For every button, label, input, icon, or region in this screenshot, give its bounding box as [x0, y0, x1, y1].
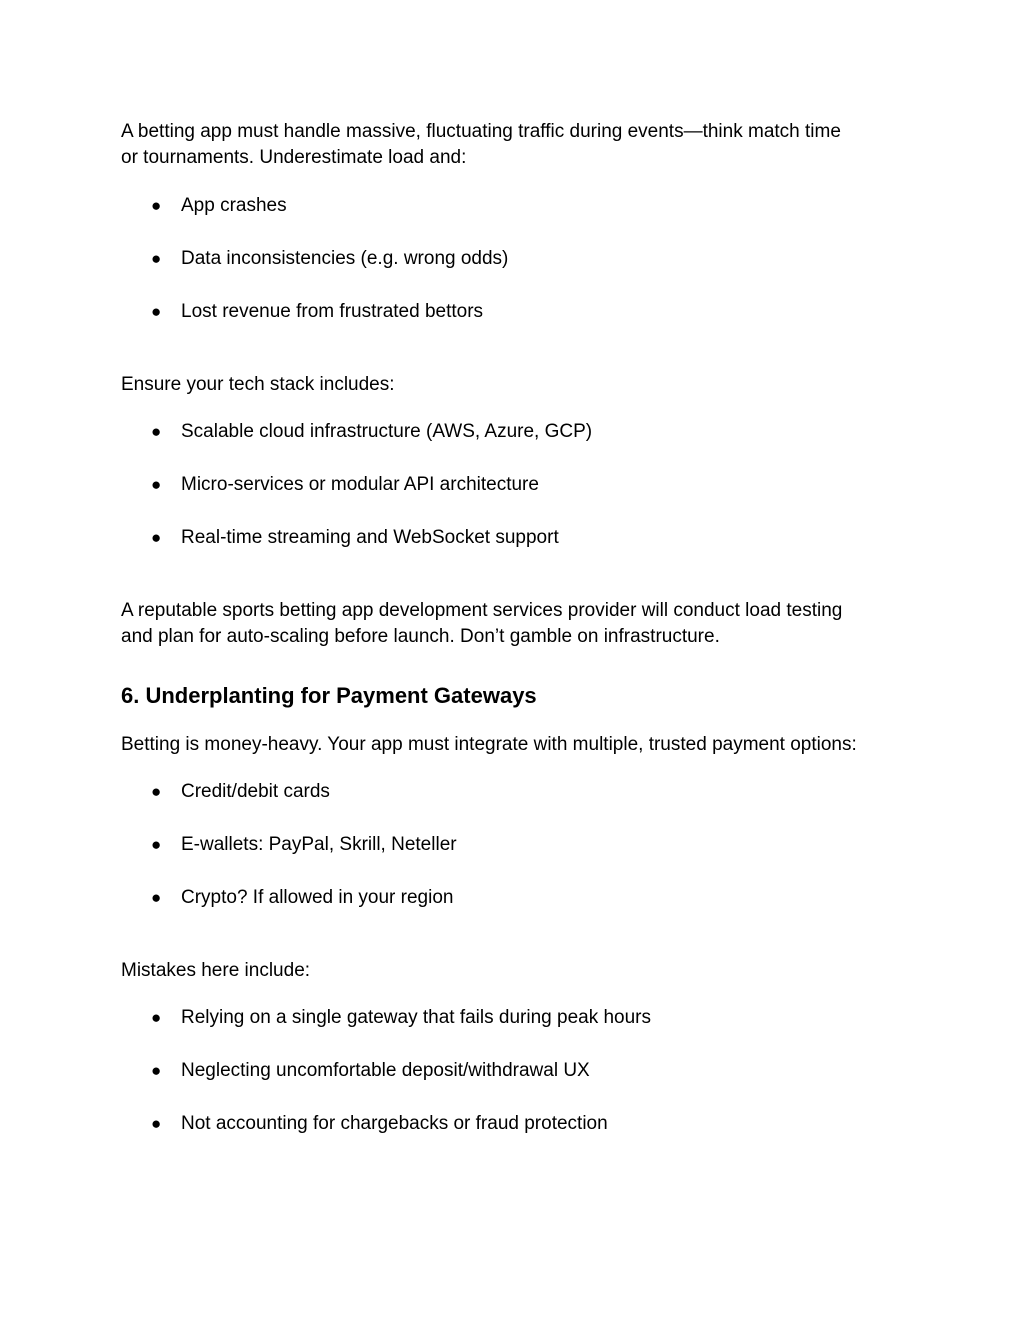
- intro-paragraph: [121, 119, 911, 171]
- intro-line-1: A betting app must handle massive, fluctuating traffic during events—think match time: [121, 121, 841, 142]
- list-item-text: Relying on a single gateway that fails during peak hours: [181, 1007, 652, 1028]
- bullet-icon: ●: [151, 835, 162, 854]
- bullet-icon: ●: [151, 888, 162, 907]
- provider-paragraph: [121, 598, 911, 650]
- payment-intro-paragraph: Betting is money-heavy. Your app must integrate with multiple, trusted payment options:: [121, 734, 857, 755]
- bullet-icon: ●: [151, 422, 162, 441]
- intro-line-2: or tournaments. Underestimate load and:: [121, 147, 467, 168]
- bullet-icon: ●: [151, 196, 162, 215]
- list-item-text: E-wallets: PayPal, Skrill, Neteller: [181, 834, 457, 855]
- bullet-icon: ●: [151, 1061, 162, 1080]
- provider-line-2: and plan for auto-scaling before launch. Don’t gamble on infrastructure.: [121, 626, 720, 647]
- bullet-icon: ●: [151, 782, 162, 801]
- list-item-text: Micro-services or modular API architecture: [181, 474, 539, 495]
- list-item-text: App crashes: [181, 195, 287, 216]
- list-item-text: Crypto? If allowed in your region: [181, 887, 454, 908]
- mistakes-intro-paragraph: Mistakes here include:: [121, 960, 311, 981]
- list-item-text: Lost revenue from frustrated bettors: [181, 301, 484, 322]
- list-item-text: Not accounting for chargebacks or fraud protection: [181, 1113, 608, 1134]
- list-item-text: Data inconsistencies (e.g. wrong odds): [181, 248, 509, 269]
- bullet-icon: ●: [151, 249, 162, 268]
- list-item-text: Credit/debit cards: [181, 781, 330, 802]
- list-item-text: Neglecting uncomfortable deposit/withdrawal UX: [181, 1060, 590, 1081]
- list-item-text: Scalable cloud infrastructure (AWS, Azure, GCP): [181, 421, 593, 442]
- stack-intro-paragraph: Ensure your tech stack includes:: [121, 374, 395, 395]
- section-heading: 6. Underplanting for Payment Gateways: [121, 683, 537, 708]
- bullet-icon: ●: [151, 1008, 162, 1027]
- bullet-icon: ●: [151, 1114, 162, 1133]
- provider-line-1: A reputable sports betting app development services provider will conduct load testing: [121, 600, 843, 621]
- list-item-text: Real-time streaming and WebSocket support: [181, 527, 559, 548]
- bullet-icon: ●: [151, 302, 162, 321]
- bullet-icon: ●: [151, 528, 162, 547]
- bullet-icon: ●: [151, 475, 162, 494]
